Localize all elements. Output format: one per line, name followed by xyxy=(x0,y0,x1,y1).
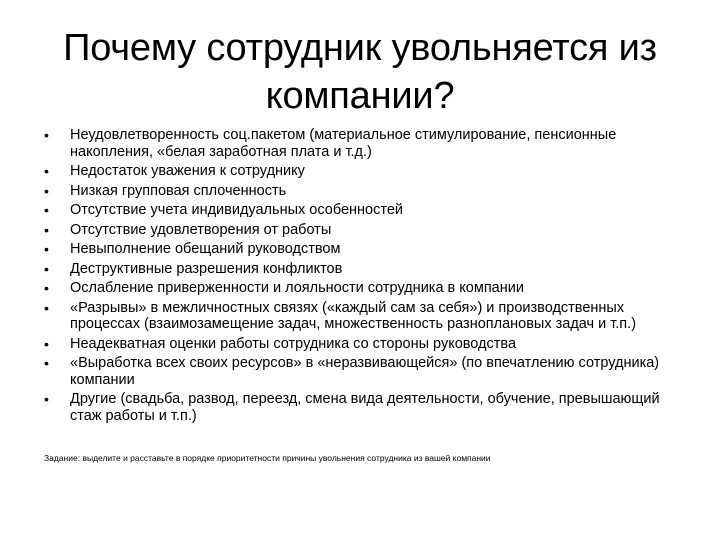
list-item-text: Недостаток уважения к сотруднику xyxy=(70,163,305,179)
bullet-icon: • xyxy=(44,221,49,238)
list-item-text: Отсутствие удовлетворения от работы xyxy=(70,221,332,238)
list-item xyxy=(44,336,684,353)
list-item-text: «Разрывы» в межличностных связях («каждый сам за себя») и производственных процессах (взаимозамещение задач, множественность разноплановых задач и т.п.) xyxy=(70,299,637,332)
reasons-list xyxy=(44,127,684,427)
list-item-text: Невыполнение обещаний руководством xyxy=(70,241,341,257)
bullet-icon: • xyxy=(44,260,49,277)
list-item xyxy=(44,261,684,278)
bullet-icon: • xyxy=(44,299,49,316)
list-item-text: Неудовлетворенность соц.пакетом (материальное стимулирование, пенсионные накопления, «белая заработная плата и т.д.) xyxy=(70,127,617,160)
list-item-text: Другие (свадьба, развод, переезд, смена вида деятельности, обучение, превышающий стаж работы и т.п.) xyxy=(70,391,660,424)
bullet-icon: • xyxy=(44,391,49,407)
bullet-icon: • xyxy=(44,202,49,218)
list-item-text: Ослабление приверженности и лояльности сотрудника в компании xyxy=(70,280,524,296)
bullet-icon: • xyxy=(44,127,49,143)
list-item xyxy=(44,355,684,388)
bullet-icon: • xyxy=(44,335,49,352)
bullet-icon: • xyxy=(44,182,49,199)
list-item xyxy=(44,183,684,200)
bullet-icon: • xyxy=(44,355,49,371)
list-item xyxy=(44,163,684,180)
list-item xyxy=(44,202,684,219)
slide-title: Почему сотрудник увольняется из компании? xyxy=(63,27,657,117)
bullet-icon: • xyxy=(44,241,49,257)
list-item-text: Деструктивные разрешения конфликтов xyxy=(70,260,343,277)
list-item-text: Низкая групповая сплоченность xyxy=(70,182,287,199)
bullet-icon: • xyxy=(44,163,49,179)
list-item xyxy=(44,127,684,160)
list-item xyxy=(44,241,684,258)
list-item xyxy=(44,300,684,333)
list-item-text: Отсутствие учета индивидуальных особенностей xyxy=(70,202,404,218)
list-item-text: «Выработка всех своих ресурсов» в «неразвивающейся» (по впечатлению сотрудника) компании xyxy=(70,355,660,388)
list-item xyxy=(44,222,684,239)
list-item-text: Неадекватная оценки работы сотрудника со стороны руководства xyxy=(70,335,517,352)
bullet-icon: • xyxy=(44,280,49,296)
task-note: Задание: выделите и расставьте в порядке приоритетности причины увольнения сотрудника из вашей компании xyxy=(44,453,491,463)
list-item xyxy=(44,280,684,297)
list-item xyxy=(44,391,684,424)
